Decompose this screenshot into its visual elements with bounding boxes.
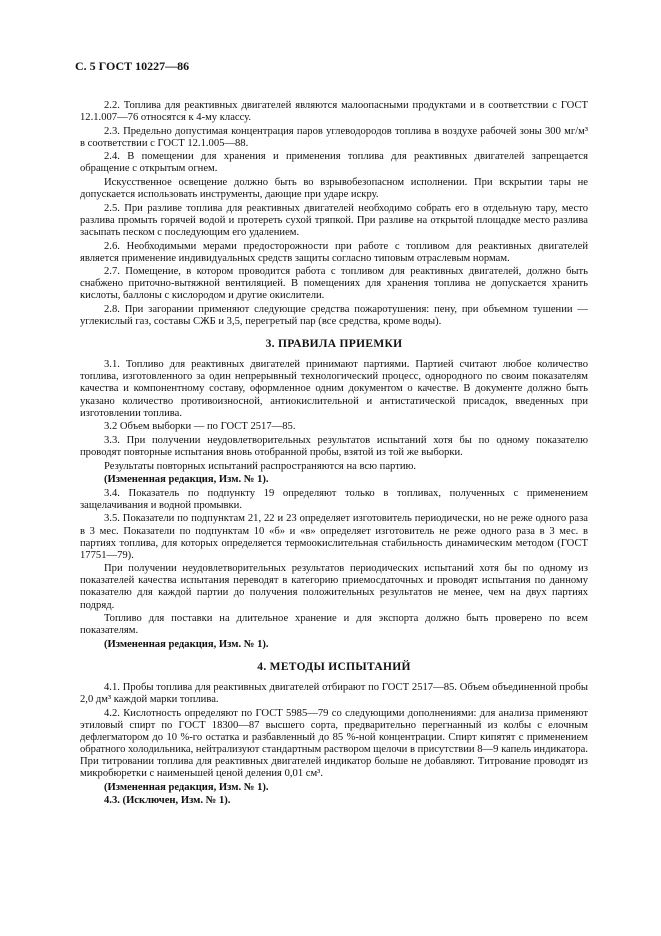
paragraph-2-2: 2.2. Топлива для реактивных двигателей являются малоопасными продуктами и в соответствии с ГОСТ 12.1.007—76 относятся к 4-му классу. <box>80 100 588 124</box>
paragraph-2-7: 2.7. Помещение, в котором проводится работа с топливом для реактивных двигателей, должно быть снабжено приточно-вытяжной вентиляцией. В помещениях для хранения топлива не допускается хранить кислоты, баллоны с кислородом и другие окислители. <box>80 266 588 302</box>
section-3-title: 3. ПРАВИЛА ПРИЕМКИ <box>265 338 403 351</box>
paragraph-2-3: 2.3. Предельно допустимая концентрация паров углеводородов топлива в воздухе рабочей зоны 300 мг/м³ в соответствии с ГОСТ 12.1.005—88. <box>80 125 588 149</box>
paragraph-4-2: 4.2. Кислотность определяют по ГОСТ 5985—79 со следующими дополнениями: для анализа применяют этиловый спирт по ГОСТ 18300—87 высшего сорта, предварительно перегнанный из колбы с елочным дефлегматором до 10 %-го остатка и разбавленный до 85 %-ной концентрации. Спирт кипятят с применением обратного холодильника, нейтрализуют стандартным раствором щелочи в присутствии 8—9 капель индикатора. При титровании топлива для реактивных двигателей индикатор больше не добавляют. Титрование проводят из микробюретки с наименьшей ценой деления 0,01 см³. <box>80 707 588 780</box>
document-body <box>80 100 588 809</box>
amendment-note: (Измененная редакция, Изм. № 1). <box>104 474 269 486</box>
paragraph-3-2: 3.2 Объем выборки — по ГОСТ 2517—85. <box>104 421 296 433</box>
paragraph-3-5-periodic: При получении неудовлетворительных результатов периодических испытаний хотя бы по одному из показателей качества испытания переводят в категорию приемосдаточных и проводят испытания по данному показателю для каждой партии до получения положительных результатов не менее, чем на двух партиях подряд. <box>80 563 588 611</box>
page-header: С. 5 ГОСТ 10227—86 <box>75 59 190 73</box>
paragraph-2-5: 2.5. При разливе топлива для реактивных двигателей необходимо собрать его в отдельную тару, место разлива промыть горячей водой и протереть сухой тряпкой. При разливе на открытой площадке место разлива засыпать песком с последующим его удалением. <box>80 202 588 238</box>
paragraph-4-1: 4.1. Пробы топлива для реактивных двигателей отбирают по ГОСТ 2517—85. Объем объединенной пробы 2,0 дм³ каждой марки топлива. <box>80 682 588 706</box>
paragraph-3-5-export: Топливо для поставки на длительное хранение и для экспорта должно быть проверено по всем показателям. <box>80 613 588 637</box>
section-4-title: 4. МЕТОДЫ ИСПЫТАНИЙ <box>257 660 411 673</box>
paragraph-4-3: 4.3. (Исключен, Изм. № 1). <box>104 795 231 807</box>
paragraph-2-6: 2.6. Необходимыми мерами предосторожности при работе с топливом для реактивных двигателей является применение индивидуальных средств защиты согласно типовым отраслевым нормам. <box>80 240 588 264</box>
paragraph-3-3: 3.3. При получении неудовлетворительных результатов испытаний хотя бы по одному показателю проводят повторные испытания вновь отобранной пробы, взятой из той же выборки. <box>80 434 588 458</box>
paragraph-2-4-lighting: Искусственное освещение должно быть во взрывобезопасном исполнении. При вскрытии тары не допускается использовать инструменты, дающие при ударе искру. <box>80 177 588 201</box>
paragraph-2-8: 2.8. При загорании применяют следующие средства пожаротушения: пену, при объемном тушении — углекислый газ, составы СЖБ и 3,5, перегретый пар (все средства, кроме воды). <box>80 304 588 328</box>
paragraph-3-1: 3.1. Топливо для реактивных двигателей принимают партиями. Партией считают любое количество топлива, изготовленного за один непрерывный технологический процесс, однородного по своим показателям качества и компонентному составу, оформленное одним документом о качестве. В документе должно быть указано количество противоизносной, антиокислительной и антистатической присадок, введенных при изготовлении топлива. <box>80 359 588 419</box>
paragraph-3-4: 3.4. Показатель по подпункту 19 определяют только в топливах, полученных с применением защелачивания и водной промывки. <box>80 487 588 511</box>
paragraph-3-3-results: Результаты повторных испытаний распространяются на всю партию. <box>104 460 417 472</box>
paragraph-3-5: 3.5. Показатели по подпунктам 21, 22 и 23 определяет изготовитель периодически, но не реже одного раза в 3 мес. Показатели по подпунктам 10 «б» и «в» определяет изготовитель не реже одного раза в 3 мес. в партиях топлива, для которых определяется термоокислительная стабильность динамическим методом (ГОСТ 17751—79). <box>80 513 588 561</box>
amendment-note: (Измененная редакция, Изм. № 1). <box>104 781 269 793</box>
amendment-note: (Измененная редакция, Изм. № 1). <box>104 638 269 650</box>
paragraph-2-4: 2.4. В помещении для хранения и применения топлива для реактивных двигателей запрещается обращение с открытым огнем. <box>80 151 588 175</box>
